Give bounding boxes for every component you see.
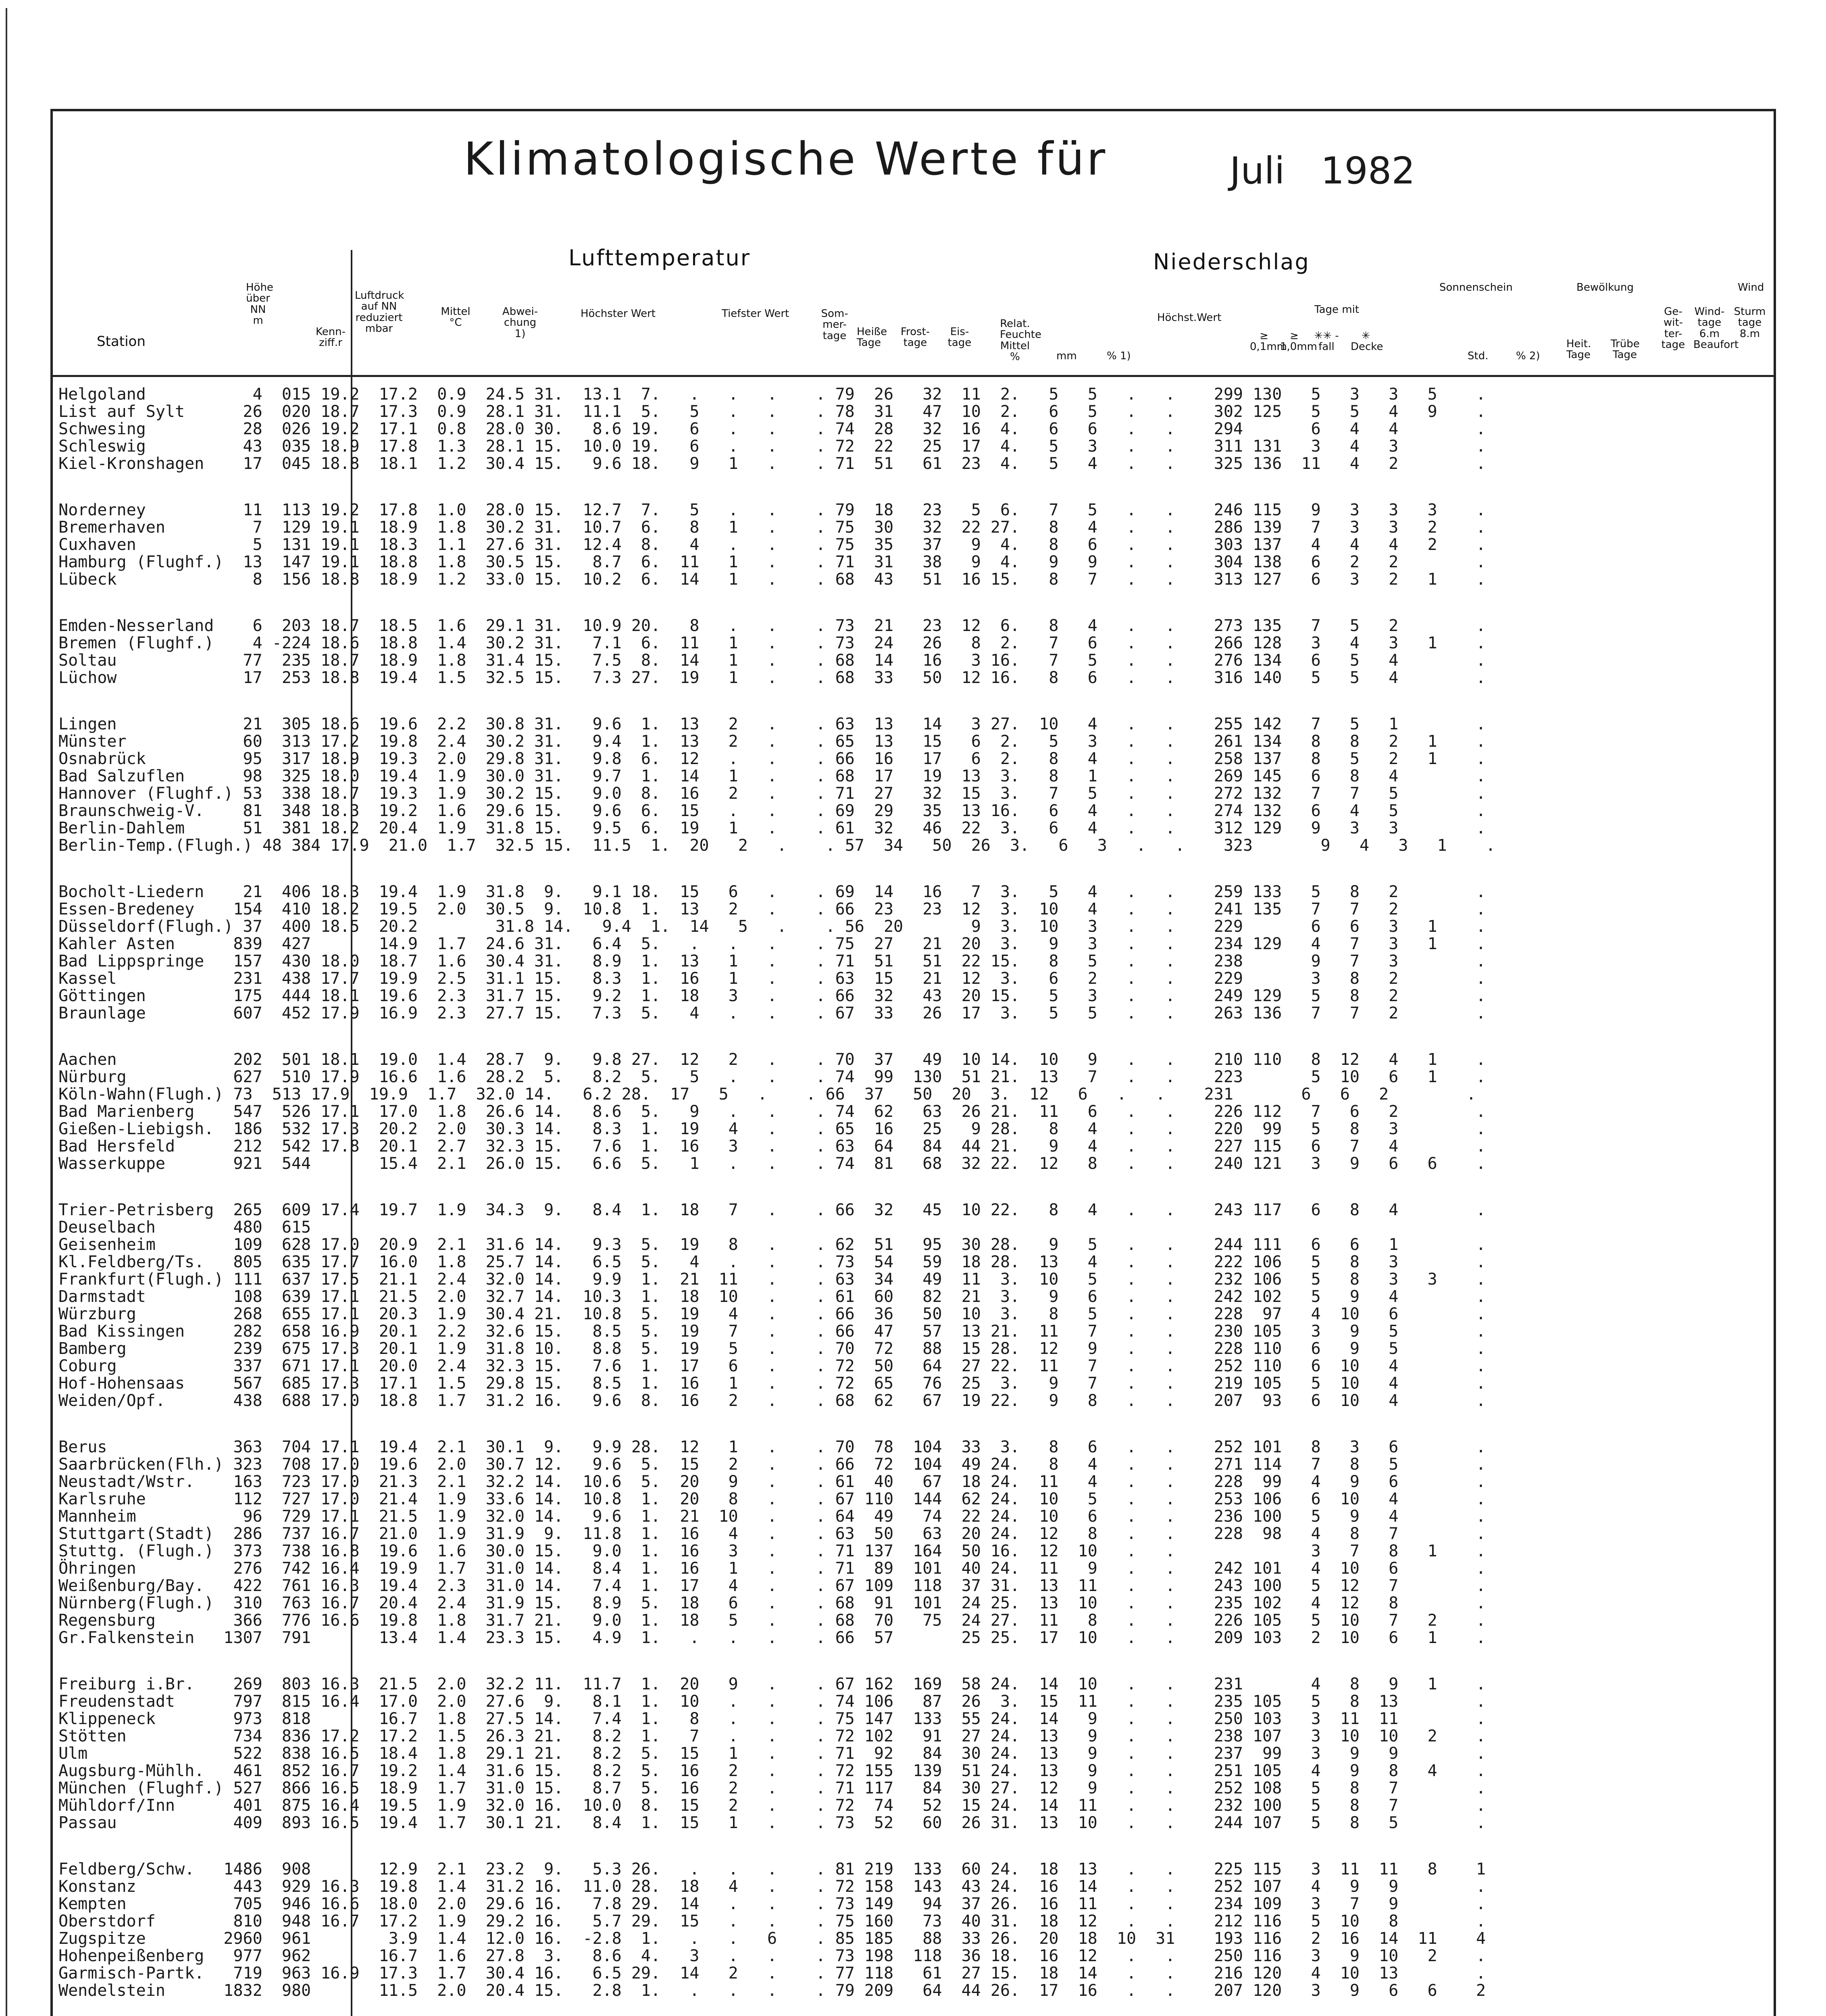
table-row: Lingen 21 305 18.6 19.6 2.2 30.8 31. 9.6 1. 13 2 . . 63 13 14 3 27. 10 4 . . 255 142 7 5 1 .: [58, 715, 1486, 733]
table-row: Neustadt/Wstr. 163 723 17.0 21.3 2.1 32.2 14. 10.6 5. 20 9 . . 61 40 67 18 24. 11 4 . . 228 99 4 9 6 .: [58, 1472, 1486, 1491]
table-row: Coburg 337 671 17.1 20.0 2.4 32.3 15. 7.6 1. 17 6 . . 72 50 64 27 22. 11 7 . . 252 110 6 10 4 .: [58, 1357, 1486, 1375]
table-row: Passau 409 893 16.5 19.4 1.7 30.1 21. 8.4 1. 15 1 . . 73 52 60 26 31. 13 10 . . 244 107 5 8 5 .: [58, 1814, 1486, 1832]
table-row: Stuttgart(Stadt) 286 737 16.7 21.0 1.9 31.9 9. 11.8 1. 16 4 . . 63 50 63 20 24. 12 8 . . 228 98 4 8 7 .: [58, 1524, 1486, 1543]
header-hoehe: Höhe über NN m: [246, 281, 273, 327]
row-spacer: [58, 587, 1760, 616]
header-heitere-tage: Heit. Tage: [1566, 338, 1591, 361]
table-row: Kassel 231 438 17.7 19.9 2.5 31.1 15. 8.3 1. 16 1 . . 63 15 21 12 3. 6 2 . . 229 3 8 2 .: [58, 969, 1486, 988]
row-spacer: [58, 1409, 1760, 1438]
table-row: Trier-Petrisberg 265 609 17.4 19.7 1.9 34.3 9. 8.4 1. 18 7 . . 66 32 45 10 22. 8 4 . . 243 117 6 8 4 .: [58, 1201, 1486, 1219]
table-row: Mühldorf/Inn 401 875 16.4 19.5 1.9 32.0 16. 10.0 8. 15 2 . . 72 74 52 15 24. 14 11 . . 232 100 5 8 7 .: [58, 1796, 1486, 1815]
table-row: Schwesing 28 026 19.2 17.1 0.8 28.0 30. 8.6 19. 6 . . . 74 28 32 16 4. 6 6 . . 294 6 4 4 .: [58, 420, 1486, 438]
data-table: [58, 385, 1760, 1999]
table-row: Freudenstadt 797 815 16.4 17.0 2.0 27.6 9. 8.1 1. 10 . . . 74 106 87 26 3. 15 11 . . 235 105 5 8 13 .: [58, 1692, 1486, 1711]
group-wind: Wind: [1738, 281, 1764, 294]
table-row: Karlsruhe 112 727 17.0 21.4 1.9 33.6 14. 10.8 1. 20 8 . . 67 110 144 62 24. 10 5 . . 253 106 6 10 4 .: [58, 1490, 1486, 1508]
header-mittel: Mittel °C: [441, 306, 471, 329]
table-row: Regensburg 366 776 16.6 19.8 1.8 31.7 21. 9.0 1. 18 5 . . 68 70 75 24 27. 11 8 . . 226 105 5 10 7 2 .: [58, 1611, 1486, 1630]
table-row: Kl.Feldberg/Ts. 805 635 17.7 16.0 1.8 25.7 14. 6.5 5. 4 . . . 73 54 59 18 28. 13 4 . . 222 106 5 8 3 .: [58, 1253, 1486, 1271]
group-niederschlag: Niederschlag: [1153, 249, 1310, 275]
table-row: Klippeneck 973 818 16.7 1.8 27.5 14. 7.4 1. 8 . . . 75 147 133 55 24. 14 9 . . 250 103 3 11 11 .: [58, 1710, 1486, 1728]
table-row: Stötten 734 836 17.2 17.2 1.5 26.3 21. 8.2 1. 7 . . . 72 102 91 27 24. 13 9 . . 238 107 3 10 10 2 .: [58, 1727, 1486, 1745]
table-row: Stuttg. (Flugh.) 373 738 16.8 19.6 1.6 30.0 15. 9.0 1. 16 3 . . 71 137 164 50 16. 12 10 . . 3 7 8 1 .: [58, 1542, 1486, 1560]
header-tage-mit: Tage mit: [1314, 304, 1360, 316]
table-row: Bocholt-Liedern 21 406 18.3 19.4 1.9 31.8 9. 9.1 18. 15 6 . . 69 14 16 7 3. 5 4 . . 259 133 5 8 2 .: [58, 883, 1486, 901]
group-lufttemperatur: Lufttemperatur: [568, 245, 751, 271]
table-row: Würzburg 268 655 17.1 20.3 1.9 30.4 21. 10.8 5. 19 4 . . 66 36 50 10 3. 8 5 . . 228 97 4 10 6 .: [58, 1305, 1486, 1323]
table-row: Aachen 202 501 18.1 19.0 1.4 28.7 9. 9.8 27. 12 2 . . 70 37 49 10 14. 10 9 . . 210 110 8 12 4 1 .: [58, 1050, 1486, 1069]
header-rel-feuchte: Relat. Feuchte Mittel %: [1000, 318, 1041, 363]
header-eistage: Eis-tage: [947, 326, 972, 349]
row-spacer: [58, 686, 1760, 715]
table-row: Garmisch-Partk. 719 963 16.9 17.3 1.7 30.4 16. 6.5 29. 14 2 . . 77 118 61 27 15. 18 14 . . 216 120 4 10 13 .: [58, 1964, 1486, 1983]
table-row: Bremerhaven 7 129 19.1 18.9 1.8 30.2 31. 10.7 6. 8 1 . . 75 30 32 22 27. 8 4 . . 286 139 7 3 3 2 .: [58, 518, 1486, 537]
table-row: Nürnberg(Flugh.) 310 763 16.7 20.4 2.4 31.9 15. 8.9 5. 18 6 . . 68 91 101 24 25. 13 10 . . 235 102 4 12 8 .: [58, 1594, 1486, 1612]
table-row: Öhringen 276 742 16.4 19.9 1.7 31.0 14. 8.4 1. 16 1 . . 71 89 101 40 24. 11 9 . . 242 101 4 10 6 .: [58, 1559, 1486, 1578]
row-spacer: [58, 1646, 1760, 1675]
period-label: [1230, 149, 1415, 192]
group-sonnenschein: Sonnenschein: [1439, 281, 1513, 294]
table-row: Soltau 77 235 18.7 18.9 1.8 31.4 15. 7.5 8. 14 1 . . 68 14 16 3 16. 7 5 . . 276 134 6 5 4 .: [58, 651, 1486, 670]
table-row: Bad Kissingen 282 658 16.9 20.1 2.2 32.6 15. 8.5 5. 19 7 . . 66 47 57 13 21. 11 7 . . 230 105 3 9 5 .: [58, 1322, 1486, 1341]
table-row: Darmstadt 108 639 17.1 21.5 2.0 32.7 14. 10.3 1. 18 10 . . 61 60 82 21 3. 9 6 . . 242 102 5 9 4 .: [58, 1287, 1486, 1306]
table-row: Wasserkuppe 921 544 15.4 2.1 26.0 15. 6.6 5. 1 . . . 74 81 68 32 22. 12 8 . . 240 121 3 9 6 6 .: [58, 1154, 1486, 1173]
header-truebe-tage: Trübe Tage: [1611, 338, 1640, 361]
table-row: Hannover (Flughf.) 53 338 18.7 19.3 1.9 30.2 15. 9.0 8. 16 2 . . 71 27 32 15 3. 7 5 . . 272 132 7 7 5 .: [58, 784, 1486, 803]
header-frosttage: Frost-tage: [900, 326, 930, 349]
table-row: Augsburg-Mühlh. 461 852 16.7 19.2 1.4 31.6 15. 8.2 5. 16 2 . . 72 155 139 51 24. 13 9 . . 251 105 4 9 8 4 .: [58, 1762, 1486, 1780]
header-tiefster-wert: Tiefster Wert: [722, 308, 789, 320]
header-sommertage: Som-mer-tage: [821, 308, 848, 342]
scan-edge-line: [6, 8, 7, 2016]
table-row: Bad Salzuflen 98 325 18.0 19.4 1.9 30.0 31. 9.7 1. 14 1 . . 68 17 19 13 3. 8 1 . . 269 145 6 8 4 .: [58, 767, 1486, 785]
header-kennziffer: Kenn-ziff.r: [315, 326, 346, 349]
table-row: Saarbrücken(Flh.) 323 708 17.0 19.6 2.0 30.7 12. 9.6 5. 15 2 . . 66 72 104 49 24. 8 4 . . 271 114 7 8 5 .: [58, 1455, 1486, 1474]
row-spacer: [58, 472, 1760, 501]
table-row: Kahler Asten 839 427 14.9 1.7 24.6 31. 6.4 5. . . . . 75 27 21 20 3. 9 3 . . 234 129 4 7 3 1 .: [58, 935, 1486, 953]
table-row: Hof-Hohensaas 567 685 17.3 17.1 1.5 29.8 15. 8.5 1. 16 1 . . 72 65 76 25 3. 9 7 . . 219 105 5 10 4 .: [58, 1374, 1486, 1393]
row-spacer: [58, 1021, 1760, 1050]
table-row: Lüchow 17 253 18.8 19.4 1.5 32.5 15. 7.3 27. 19 1 . . 68 33 50 12 16. 8 6 . . 316 140 5 5 4 .: [58, 669, 1486, 687]
header-std: Std.: [1468, 350, 1489, 362]
header-prozent1: % 1): [1107, 350, 1131, 362]
row-spacer: [58, 854, 1760, 883]
table-row: Lübeck 8 156 18.8 18.9 1.2 33.0 15. 10.2 6. 14 1 . . 68 43 51 16 15. 8 7 . . 313 127 6 3 2 1 .: [58, 570, 1486, 589]
table-row: Braunlage 607 452 17.9 16.9 2.3 27.7 15. 7.3 5. 4 . . . 67 33 26 17 3. 5 5 . . 263 136 7 7 2 .: [58, 1004, 1486, 1023]
table-row: Konstanz 443 929 16.3 19.8 1.4 31.2 16. 11.0 28. 18 4 . . 72 158 143 43 24. 16 14 . . 252 107 4 9 9 .: [58, 1877, 1486, 1896]
header-schneefall: ✳✳ -fall: [1314, 330, 1339, 353]
row-spacer: [58, 1831, 1760, 1860]
header-hoechster-wert: Höchster Wert: [581, 308, 656, 320]
header-schneedecke: ✳ Decke: [1351, 330, 1383, 353]
table-row: Göttingen 175 444 18.1 19.6 2.3 31.7 15. 9.2 1. 18 3 . . 66 32 43 20 15. 5 3 . . 249 129 5 8 2 .: [58, 987, 1486, 1005]
table-row: Freiburg i.Br. 269 803 16.3 21.5 2.0 32.2 11. 11.7 1. 20 9 . . 67 162 169 58 24. 14 10 . . 231 4 8 9 1 .: [58, 1675, 1486, 1693]
group-bewoelkung: Bewölkung: [1576, 281, 1634, 294]
header-mm: mm: [1056, 350, 1077, 362]
header-ge10: ≥ 1,0mm: [1280, 330, 1318, 353]
table-row: Ulm 522 838 16.5 18.4 1.8 29.1 21. 8.2 5. 15 1 . . 71 92 84 30 24. 13 9 . . 237 99 3 9 9 .: [58, 1744, 1486, 1763]
table-row: Düsseldorf(Flugh.) 37 400 18.5 20.2 31.8 14. 9.4 1. 14 5 . . 56 20 9 3. 10 3 . . 229 6 6 3 1 .: [58, 917, 1486, 936]
table-row: Mannheim 96 729 17.1 21.5 1.9 32.0 14. 9.6 1. 21 10 . . 64 49 74 22 24. 10 6 . . 236 100 5 9 4 .: [58, 1507, 1486, 1526]
table-row: List auf Sylt 26 020 18.7 17.3 0.9 28.1 31. 11.1 5. 5 . . . 78 31 47 10 2. 6 5 . . 302 125 5 5 4 9 .: [58, 402, 1486, 421]
table-row: Bremen (Flughf.) 4 -224 18.6 18.8 1.4 30.2 31. 7.1 6. 11 1 . . 73 24 26 8 2. 7 6 . . 266 128 3 4 3 1 .: [58, 634, 1486, 652]
table-row: Essen-Bredeney 154 410 18.2 19.5 2.0 30.5 9. 10.8 1. 13 2 . . 66 23 23 12 3. 10 4 . . 241 135 7 7 2 .: [58, 900, 1486, 918]
header-heisse-tage: Heiße Tage: [857, 326, 887, 349]
table-row: Gießen-Liebigsh. 186 532 17.3 20.2 2.0 30.3 14. 8.3 1. 19 4 . . 65 16 25 9 28. 8 4 . . 220 99 5 8 3 .: [58, 1120, 1486, 1138]
table-row: Helgoland 4 015 19.2 17.2 0.9 24.5 31. 13.1 7. . . . . 79 26 32 11 2. 5 5 . . 299 130 5 3 3 5 .: [58, 385, 1486, 404]
table-row: Wendelstein 1832 980 11.5 2.0 20.4 15. 2.8 1. . . . . 79 209 64 44 26. 17 16 . . 207 120 3 9 6 6 2: [58, 1981, 1486, 2000]
table-row: Hamburg (Flughf.) 13 147 19.1 18.8 1.8 30.5 15. 8.7 6. 11 1 . . 71 31 38 9 4. 9 9 . . 304 138 6 2 2 .: [58, 553, 1486, 571]
table-row: Oberstdorf 810 948 16.7 17.2 1.9 29.2 16. 5.7 29. 15 . . . 75 160 73 40 31. 18 12 . . 212 116 5 10 8 .: [58, 1912, 1486, 1931]
table-row: Zugspitze 2960 961 3.9 1.4 12.0 16. -2.8 1. . . 6 . 85 185 88 33 26. 20 18 10 31 193 116 2 16 14 11 4: [58, 1929, 1486, 1948]
table-row: Braunschweig-V. 81 348 18.3 19.2 1.6 29.6 15. 9.6 6. 15 . . . 69 29 35 13 16. 6 4 . . 274 132 6 4 5 .: [58, 802, 1486, 820]
table-row: Berus 363 704 17.1 19.4 2.1 30.1 9. 9.9 28. 12 1 . . 70 78 104 33 3. 8 6 . . 252 101 8 3 6 .: [58, 1438, 1486, 1456]
header-prozent2: % 2): [1516, 350, 1540, 362]
table-row: Feldberg/Schw. 1486 908 12.9 2.1 23.2 9. 5.3 26. . . . . 81 219 133 60 24. 18 13 . . 225 115 3 11 11 8 1: [58, 1860, 1486, 1879]
table-row: Berlin-Temp.(Flugh.) 48 384 17.9 21.0 1.7 32.5 15. 11.5 1. 20 2 . . 57 34 50 26 3. 6 3 . . 323 9 4 3 1 .: [58, 836, 1496, 855]
table-row: Bad Lippspringe 157 430 18.0 18.7 1.6 30.4 31. 8.9 1. 13 1 . . 71 51 51 22 15. 8 5 . . 238 9 7 3 .: [58, 952, 1486, 971]
table-row: Norderney 11 113 19.2 17.8 1.0 28.0 15. 12.7 7. 5 . . . 79 18 23 5 6. 7 5 . . 246 115 9 3 3 3 .: [58, 501, 1486, 519]
table-row: Geisenheim 109 628 17.0 20.9 2.1 31.6 14. 9.3 5. 19 8 . . 62 51 95 30 28. 9 5 . . 244 111 6 6 1 .: [58, 1235, 1486, 1254]
table-row: Schleswig 43 035 18.9 17.8 1.3 28.1 15. 10.0 19. 6 . . . 72 22 25 17 4. 5 3 . . 311 131 3 4 3 .: [58, 437, 1486, 456]
table-row: München (Flughf.) 527 866 16.5 18.9 1.7 31.0 15. 8.7 5. 16 2 . . 71 117 84 30 27. 12 9 . . 252 108 5 8 7 .: [58, 1779, 1486, 1797]
table-row: Cuxhaven 5 131 19.1 18.3 1.1 27.6 31. 12.4 8. 4 . . . 75 35 37 9 4. 8 6 . . 303 137 4 4 4 2 .: [58, 535, 1486, 554]
page-title: Klimatologische Werte für: [464, 133, 1108, 185]
table-row: Bad Marienberg 547 526 17.1 17.0 1.8 26.6 14. 8.6 5. 9 . . . 74 62 63 26 21. 11 6 . . 226 112 7 6 2 .: [58, 1102, 1486, 1121]
table-row: Kiel-Kronshagen 17 045 18.8 18.1 1.2 30.4 15. 9.6 18. 9 1 . . 71 51 61 23 4. 5 4 . . 325 136 11 4 2 .: [58, 454, 1486, 473]
table-row: Bamberg 239 675 17.3 20.1 1.9 31.8 10. 8.8 5. 19 5 . . 70 72 88 15 28. 12 9 . . 228 110 6 9 5 .: [58, 1339, 1486, 1358]
header-sturmtage: Sturm tage 8.m: [1734, 306, 1766, 340]
table-row: Emden-Nesserland 6 203 18.7 18.5 1.6 29.1 31. 10.9 20. 8 . . . 73 21 23 12 6. 8 4 . . 273 135 7 5 2 .: [58, 616, 1486, 635]
table-row: Münster 60 313 17.2 19.8 2.4 30.2 31. 9.4 1. 13 2 . . 65 13 15 6 2. 5 3 . . 261 134 8 8 2 1 .: [58, 732, 1486, 751]
header-gewittertage: Ge-wit-ter-tage: [1661, 306, 1685, 351]
header-hoechstwert: Höchst.Wert: [1157, 312, 1222, 324]
header-bottom-rule: [50, 375, 1776, 377]
header-luftdruck: Luftdruck auf NN reduziert mbar: [355, 289, 404, 335]
month-label: Juli: [1230, 149, 1285, 192]
table-row: Weiden/Opf. 438 688 17.0 18.8 1.7 31.2 16. 9.6 8. 16 2 . . 68 62 67 19 22. 9 8 . . 207 93 6 10 4 .: [58, 1391, 1486, 1410]
table-row: Kempten 705 946 16.6 18.0 2.0 29.6 16. 7.8 29. 14 . . . 73 149 94 37 26. 16 11 . . 234 109 3 7 9 .: [58, 1895, 1486, 1913]
table-row: Frankfurt(Flugh.) 111 637 17.5 21.1 2.4 32.0 14. 9.9 1. 21 11 . . 63 34 49 11 3. 10 5 . . 232 106 5 8 3 3 .: [58, 1270, 1486, 1289]
header-ge01: ≥ 0,1mm: [1250, 330, 1287, 353]
table-row: Köln-Wahn(Flugh.) 73 513 17.9 19.9 1.7 32.0 14. 6.2 28. 17 5 . . 66 37 50 20 3. 12 6 . . 231 6 6 2 .: [58, 1085, 1476, 1104]
table-row: Hohenpeißenberg 977 962 16.7 1.6 27.8 3. 8.6 4. 3 . . . 73 198 118 36 18. 16 12 . . 250 116 3 9 10 2 .: [58, 1947, 1486, 1965]
table-row: Weißenburg/Bay. 422 761 16.3 19.4 2.3 31.0 14. 7.4 1. 17 4 . . 67 109 118 37 31. 13 11 . . 243 100 5 12 7 .: [58, 1577, 1486, 1595]
table-row: Berlin-Dahlem 51 381 18.2 20.4 1.9 31.8 15. 9.5 6. 19 1 . . 61 32 46 22 3. 6 4 . . 312 129 9 3 3 .: [58, 819, 1486, 837]
header-windtage: Wind-tage 6.m Beaufort: [1693, 306, 1739, 351]
table-row: Deuselbach 480 615: [58, 1218, 311, 1237]
table-row: Gr.Falkenstein 1307 791 13.4 1.4 23.3 15. 4.9 1. . . . . 66 57 25 25. 17 10 . . 209 103 2 10 6 1 .: [58, 1629, 1486, 1647]
table-row: Bad Hersfeld 212 542 17.8 20.1 2.7 32.3 15. 7.6 1. 16 3 . . 63 64 84 44 21. 9 4 . . 227 115 6 7 4 .: [58, 1137, 1486, 1156]
header-station: Station: [97, 333, 146, 350]
row-spacer: [58, 1172, 1760, 1201]
year-label: 1982: [1320, 149, 1415, 192]
table-row: Nürburg 627 510 17.9 16.6 1.6 28.2 5. 8.2 5. 5 . . . 74 99 130 51 21. 13 7 . . 223 5 10 6 1 .: [58, 1068, 1486, 1086]
table-row: Osnabrück 95 317 18.9 19.3 2.0 29.8 31. 9.8 6. 12 . . . 66 16 17 6 2. 8 4 . . 258 137 8 5 2 1 .: [58, 750, 1486, 768]
header-abweichung: Abwei-chung 1): [502, 306, 538, 340]
